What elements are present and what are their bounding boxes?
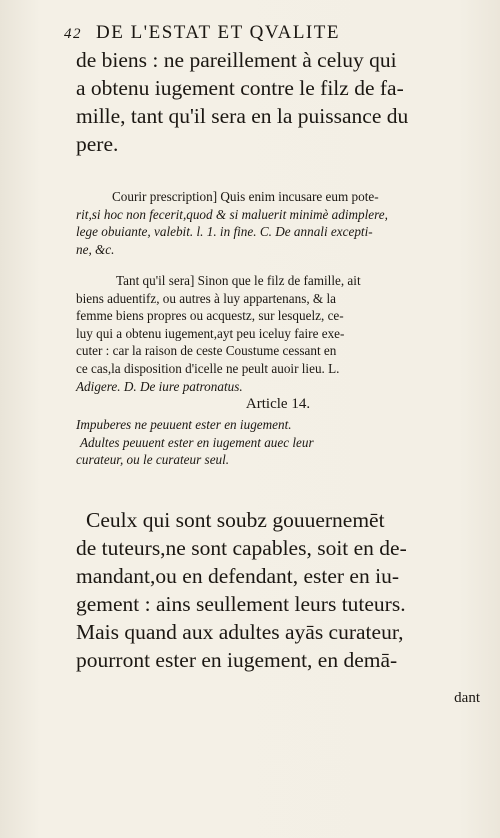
paragraph-continuation bbox=[76, 46, 480, 158]
article-summary bbox=[76, 416, 480, 469]
text-line: mandant,ou en defendant, ester en iu- bbox=[76, 564, 399, 588]
text-line: pourront ester en iugement, en demā- bbox=[76, 648, 398, 672]
commentary-note-puissance bbox=[76, 272, 480, 395]
text-line: Adigere. D. De iure patronatus. bbox=[76, 378, 243, 394]
text-line: curateur, ou le curateur seul. bbox=[76, 452, 230, 468]
text-line: Courir prescription] Quis enim incusare eum pote- bbox=[112, 189, 379, 204]
text-line: mille, tant qu'il sera en la puissance du bbox=[76, 104, 409, 128]
text-line: Ceulx qui sont soubz gouuernemēt bbox=[86, 508, 385, 532]
text-line: ce cas,la disposition d'icelle ne peult auoir lieu. L. bbox=[76, 360, 340, 376]
running-title: DE L'ESTAT ET QVALITE bbox=[96, 22, 340, 43]
text-line: a obtenu iugement contre le filz de fa- bbox=[76, 76, 404, 100]
text-line: Adultes peuuent ester en iugement auec leur bbox=[80, 434, 314, 450]
text-line: Impuberes ne peuuent ester en iugement. bbox=[76, 417, 292, 432]
text-line: ne, &c. bbox=[76, 241, 115, 257]
text-line: lege obuiante, valebit. l. 1. in fine. C. De annali excepti- bbox=[76, 224, 373, 240]
running-header bbox=[64, 22, 444, 44]
text-line: gement : ains seullement leurs tuteurs. bbox=[76, 592, 406, 616]
text-line: de biens : ne pareillement à celuy qui bbox=[76, 48, 397, 72]
text-line: Tant qu'il sera] Sinon que le filz de famille, ait bbox=[116, 273, 361, 288]
page-number: 42 bbox=[64, 26, 82, 42]
text-line: biens aduentifz, ou autres à luy appartenans, & la bbox=[76, 290, 336, 306]
text-line: pere. bbox=[76, 132, 119, 156]
text-line: de tuteurs,ne sont capables, soit en de- bbox=[76, 536, 407, 560]
article-heading: Article 14. bbox=[245, 396, 311, 412]
text-line: luy qui a obtenu iugement,ayt peu iceluy faire exe- bbox=[76, 325, 345, 341]
commentary-note-prescription bbox=[76, 188, 480, 258]
catchword: dant bbox=[454, 690, 480, 706]
text-line: rit,si hoc non fecerit,quod & si maluerit minimè adimplere, bbox=[76, 206, 388, 222]
article-text bbox=[76, 506, 480, 674]
text-line: femme biens propres ou acquestz, sur lesquelz, ce- bbox=[76, 308, 344, 324]
text-line: Mais quand aux adultes ayās curateur, bbox=[76, 620, 404, 644]
text-line: cuter : car la raison de ceste Coustume cessant en bbox=[76, 343, 337, 359]
